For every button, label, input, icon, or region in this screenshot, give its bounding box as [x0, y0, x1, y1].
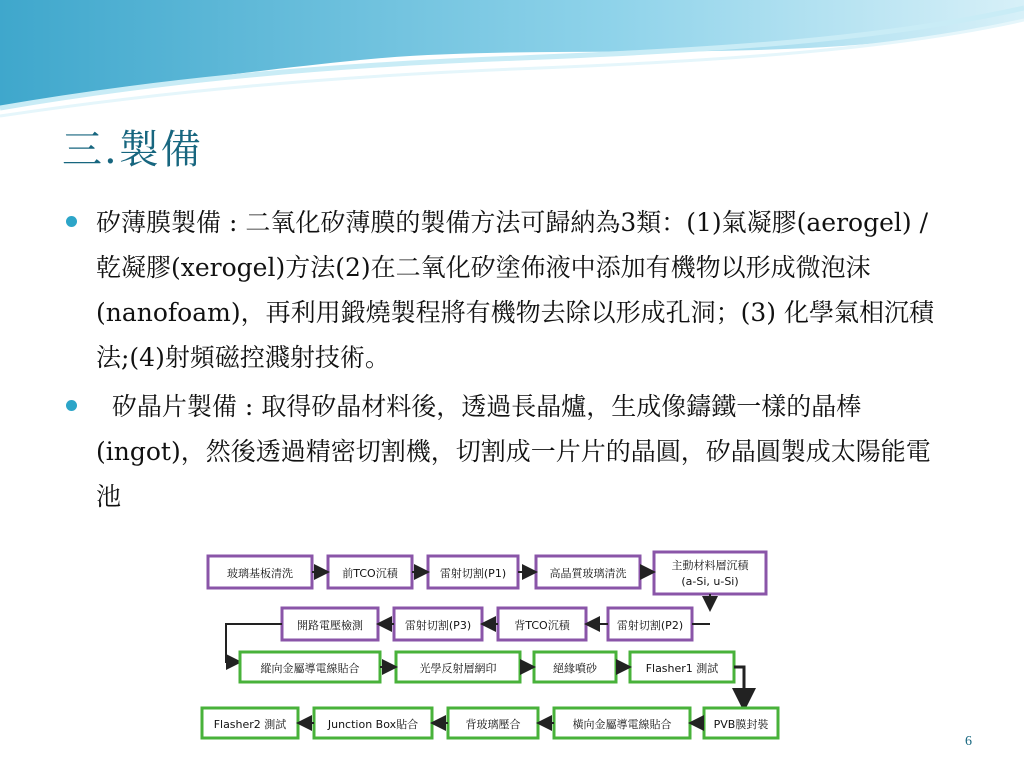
svg-text:背TCO沉積: 背TCO沉積: [514, 619, 570, 632]
flow-step-active-layer: [654, 552, 766, 594]
svg-text:光學反射層網印: 光學反射層網印: [419, 662, 497, 675]
svg-text:開路電壓檢測: 開路電壓檢測: [297, 619, 363, 632]
flow-step-back-tco: [498, 608, 586, 640]
svg-text:高晶質玻璃清洗: 高晶質玻璃清洗: [549, 567, 627, 580]
svg-text:絕緣噴砂: 絕緣噴砂: [553, 662, 597, 675]
svg-text:雷射切割(P3): 雷射切割(P3): [404, 619, 472, 632]
svg-text:玻璃基板清洗: 玻璃基板清洗: [227, 567, 293, 580]
flow-step-reflective-print: [396, 652, 520, 682]
svg-text:Junction Box貼合: Junction Box貼合: [327, 718, 419, 731]
flow-step-back-glass: [448, 708, 538, 738]
flow-step-junction-box: [314, 708, 432, 738]
svg-text:主動材料層沉積: 主動材料層沉積: [671, 559, 749, 572]
flow-step-flasher2: [202, 708, 298, 738]
svg-text:(a-Si, u-Si): (a-Si, u-Si): [681, 575, 739, 588]
page-number: 6: [965, 734, 972, 749]
flow-step-hq-glass-clean: [536, 556, 640, 588]
bullet-thin-film: [66, 200, 936, 380]
bullet-text-wafer: 矽晶片製備 : 取得矽晶材料後，透過長晶爐，生成像鑄鐵一樣的晶棒(ingot)，然後透過精密切割機，切割成一片片的晶圓，矽晶圓製成太陽能電池: [96, 392, 931, 511]
svg-text:前TCO沉積: 前TCO沉積: [342, 567, 398, 580]
flow-step-laser-p3: [394, 608, 482, 640]
bullet-dot-icon: [66, 216, 77, 227]
bullet-list: [66, 200, 936, 519]
svg-text:雷射切割(P2): 雷射切割(P2): [616, 619, 684, 632]
slide-title: 三.製備: [62, 127, 203, 173]
flow-step-vertical-wire: [240, 652, 380, 682]
svg-text:雷射切割(P1): 雷射切割(P1): [439, 567, 507, 580]
flow-step-front-tco: [328, 556, 412, 588]
header-wave-decoration: [0, 0, 1024, 120]
flow-step-voc-test: [282, 608, 378, 640]
bullet-text-thin-film: 矽薄膜製備 : 二氧化矽薄膜的製備方法可歸納為3類：(1)氣凝膠(aerogel) / 乾凝膠(xerogel)方法(2)在二氧化矽塗佈液中添加有機物以形成微泡沫(nanofoam)，再利用鍛燒製程將有機物去除以形成孔洞；(3) 化學氣相沉積法;(4)射頻磁控濺射技術。: [96, 208, 934, 372]
flow-step-glass-clean: [208, 556, 312, 588]
flow-step-insulation-blast: [534, 652, 616, 682]
svg-text:Flasher1 測試: Flasher1 測試: [645, 662, 719, 675]
flow-step-flasher1: [630, 652, 734, 682]
bullet-wafer: [66, 384, 936, 519]
svg-text:橫向金屬導電線貼合: 橫向金屬導電線貼合: [572, 718, 672, 731]
flow-step-pvb-encapsulation: [704, 708, 778, 738]
svg-text:背玻璃壓合: 背玻璃壓合: [465, 718, 521, 731]
flow-step-laser-p2: [608, 608, 692, 640]
bullet-dot-icon: [66, 400, 77, 411]
svg-text:PVB膜封裝: PVB膜封裝: [713, 718, 769, 731]
process-flowchart: [200, 548, 780, 746]
flow-step-laser-p1: [428, 556, 518, 588]
svg-text:Flasher2 測試: Flasher2 測試: [213, 718, 287, 731]
svg-text:縱向金屬導電線貼合: 縱向金屬導電線貼合: [260, 662, 360, 675]
flow-step-horizontal-wire: [554, 708, 690, 738]
